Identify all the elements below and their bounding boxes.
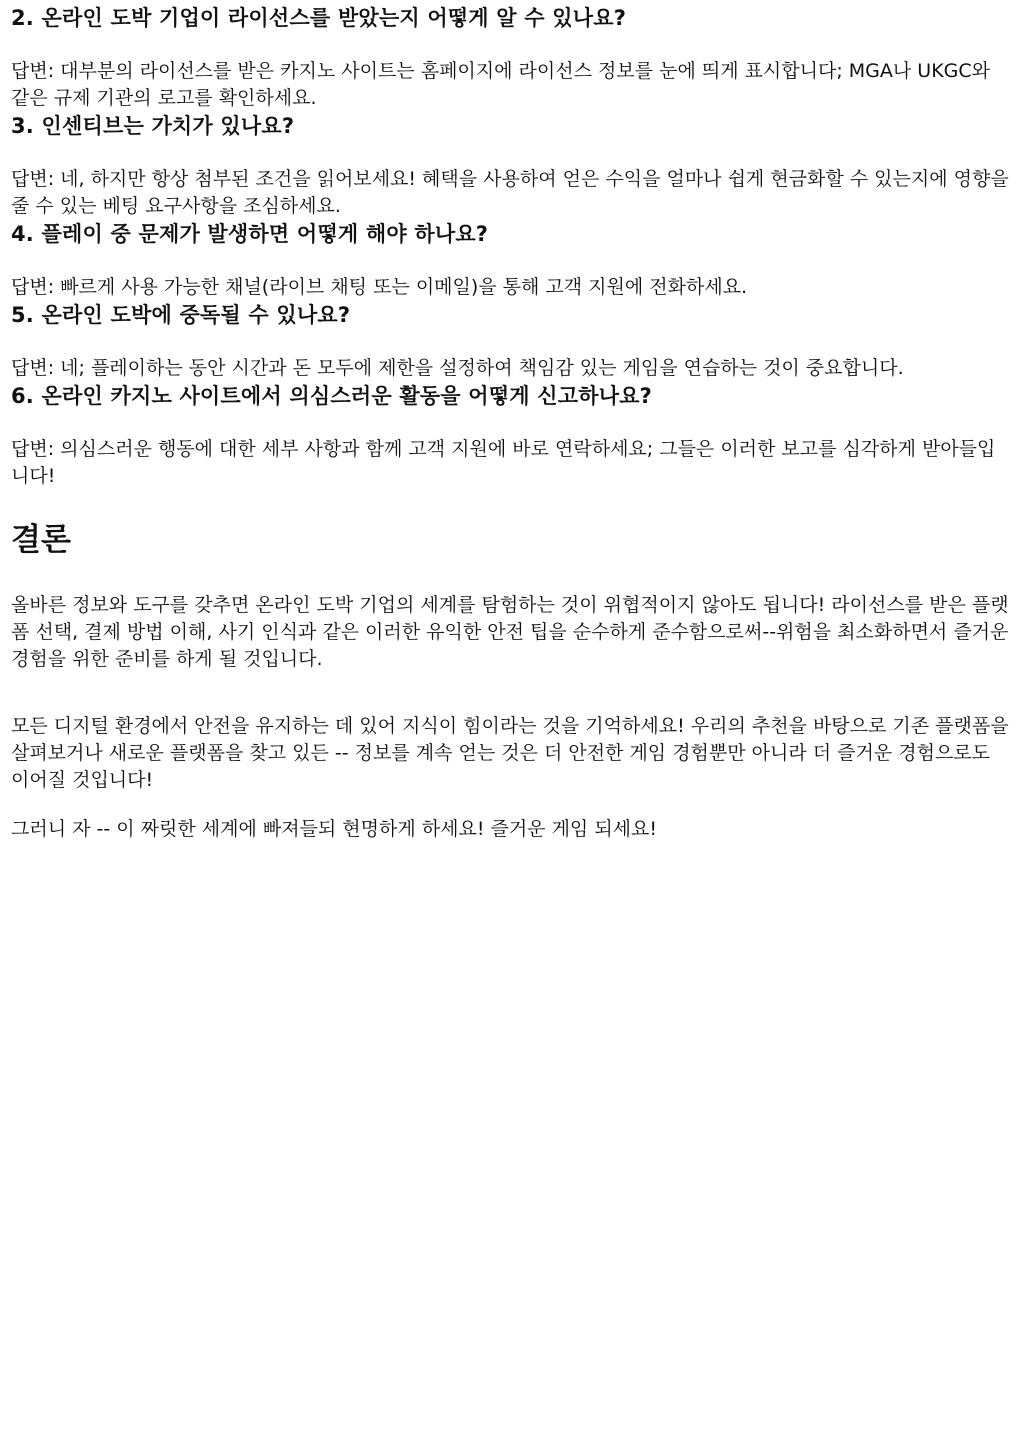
faq-question-licensing: 2. 온라인 도박 기업이 라이선스를 받았는지 어떻게 알 수 있나요? xyxy=(11,6,627,30)
faq-question-problems: 4. 플레이 중 문제가 발생하면 어떻게 해야 하나요? xyxy=(11,222,489,246)
faq-answer-addiction: 답변: 네; 플레이하는 동안 시간과 돈 모두에 제한을 설정하여 책임감 있는 게임을 연습하는 것이 중요합니다. xyxy=(11,357,904,379)
faq-question-addiction: 5. 온라인 도박에 중독될 수 있나요? xyxy=(11,303,351,327)
conclusion-paragraph: 올바른 정보와 도구를 갖추면 온라인 도박 기업의 세계를 탐험하는 것이 위협적이지 않아도 됩니다! 라이선스를 받은 플랫폼 선택, 결제 방법 이해, 사기 인식과 같은 이러한 유익한 안전 팁을 순수하게 준수함으로써--위험을 최소화하면서 즐거운 경험을 위한 준비를 하게 될 것입니다. xyxy=(11,594,1009,670)
faq-answer-reporting: 답변: 의심스러운 행동에 대한 세부 사항과 함께 고객 지원에 바로 연락하세요; 그들은 이러한 보고를 심각하게 받아들입니다! xyxy=(11,438,996,487)
conclusion-paragraph: 모든 디지털 환경에서 안전을 유지하는 데 있어 지식이 힘이라는 것을 기억하세요! 우리의 추천을 바탕으로 기존 플랫폼을 살펴보거나 새로운 플랫폼을 찾고 있든 -- 정보를 계속 얻는 것은 더 안전한 게임 경험뿐만 아니라 더 즐거운 경험으로도 이어질 것입니다! xyxy=(11,715,1009,791)
faq-answer-incentives: 답변: 네, 하지만 항상 첨부된 조건을 읽어보세요! 혜택을 사용하여 얻은 수익을 얼마나 쉽게 현금화할 수 있는지에 영향을 줄 수 있는 베팅 요구사항을 조심하세요. xyxy=(11,168,1009,217)
faq-answer-problems: 답변: 빠르게 사용 가능한 채널(라이브 채팅 또는 이메일)을 통해 고객 지원에 전화하세요. xyxy=(11,276,748,298)
conclusion-paragraph: 그러니 자 -- 이 짜릿한 세계에 빠져들되 현명하게 하세요! 즐거운 게임 되세요! xyxy=(11,818,658,840)
faq-question-incentives: 3. 인센티브는 가치가 있나요? xyxy=(11,114,295,138)
conclusion-heading: 결론 xyxy=(11,522,71,558)
faq-question-reporting: 6. 온라인 카지노 사이트에서 의심스러운 활동을 어떻게 신고하나요? xyxy=(11,384,653,408)
faq-answer-licensing: 답변: 대부분의 라이선스를 받은 카지노 사이트는 홈페이지에 라이선스 정보를 눈에 띄게 표시합니다; MGA나 UKGC와 같은 규제 기관의 로고를 확인하세요. xyxy=(11,60,991,109)
